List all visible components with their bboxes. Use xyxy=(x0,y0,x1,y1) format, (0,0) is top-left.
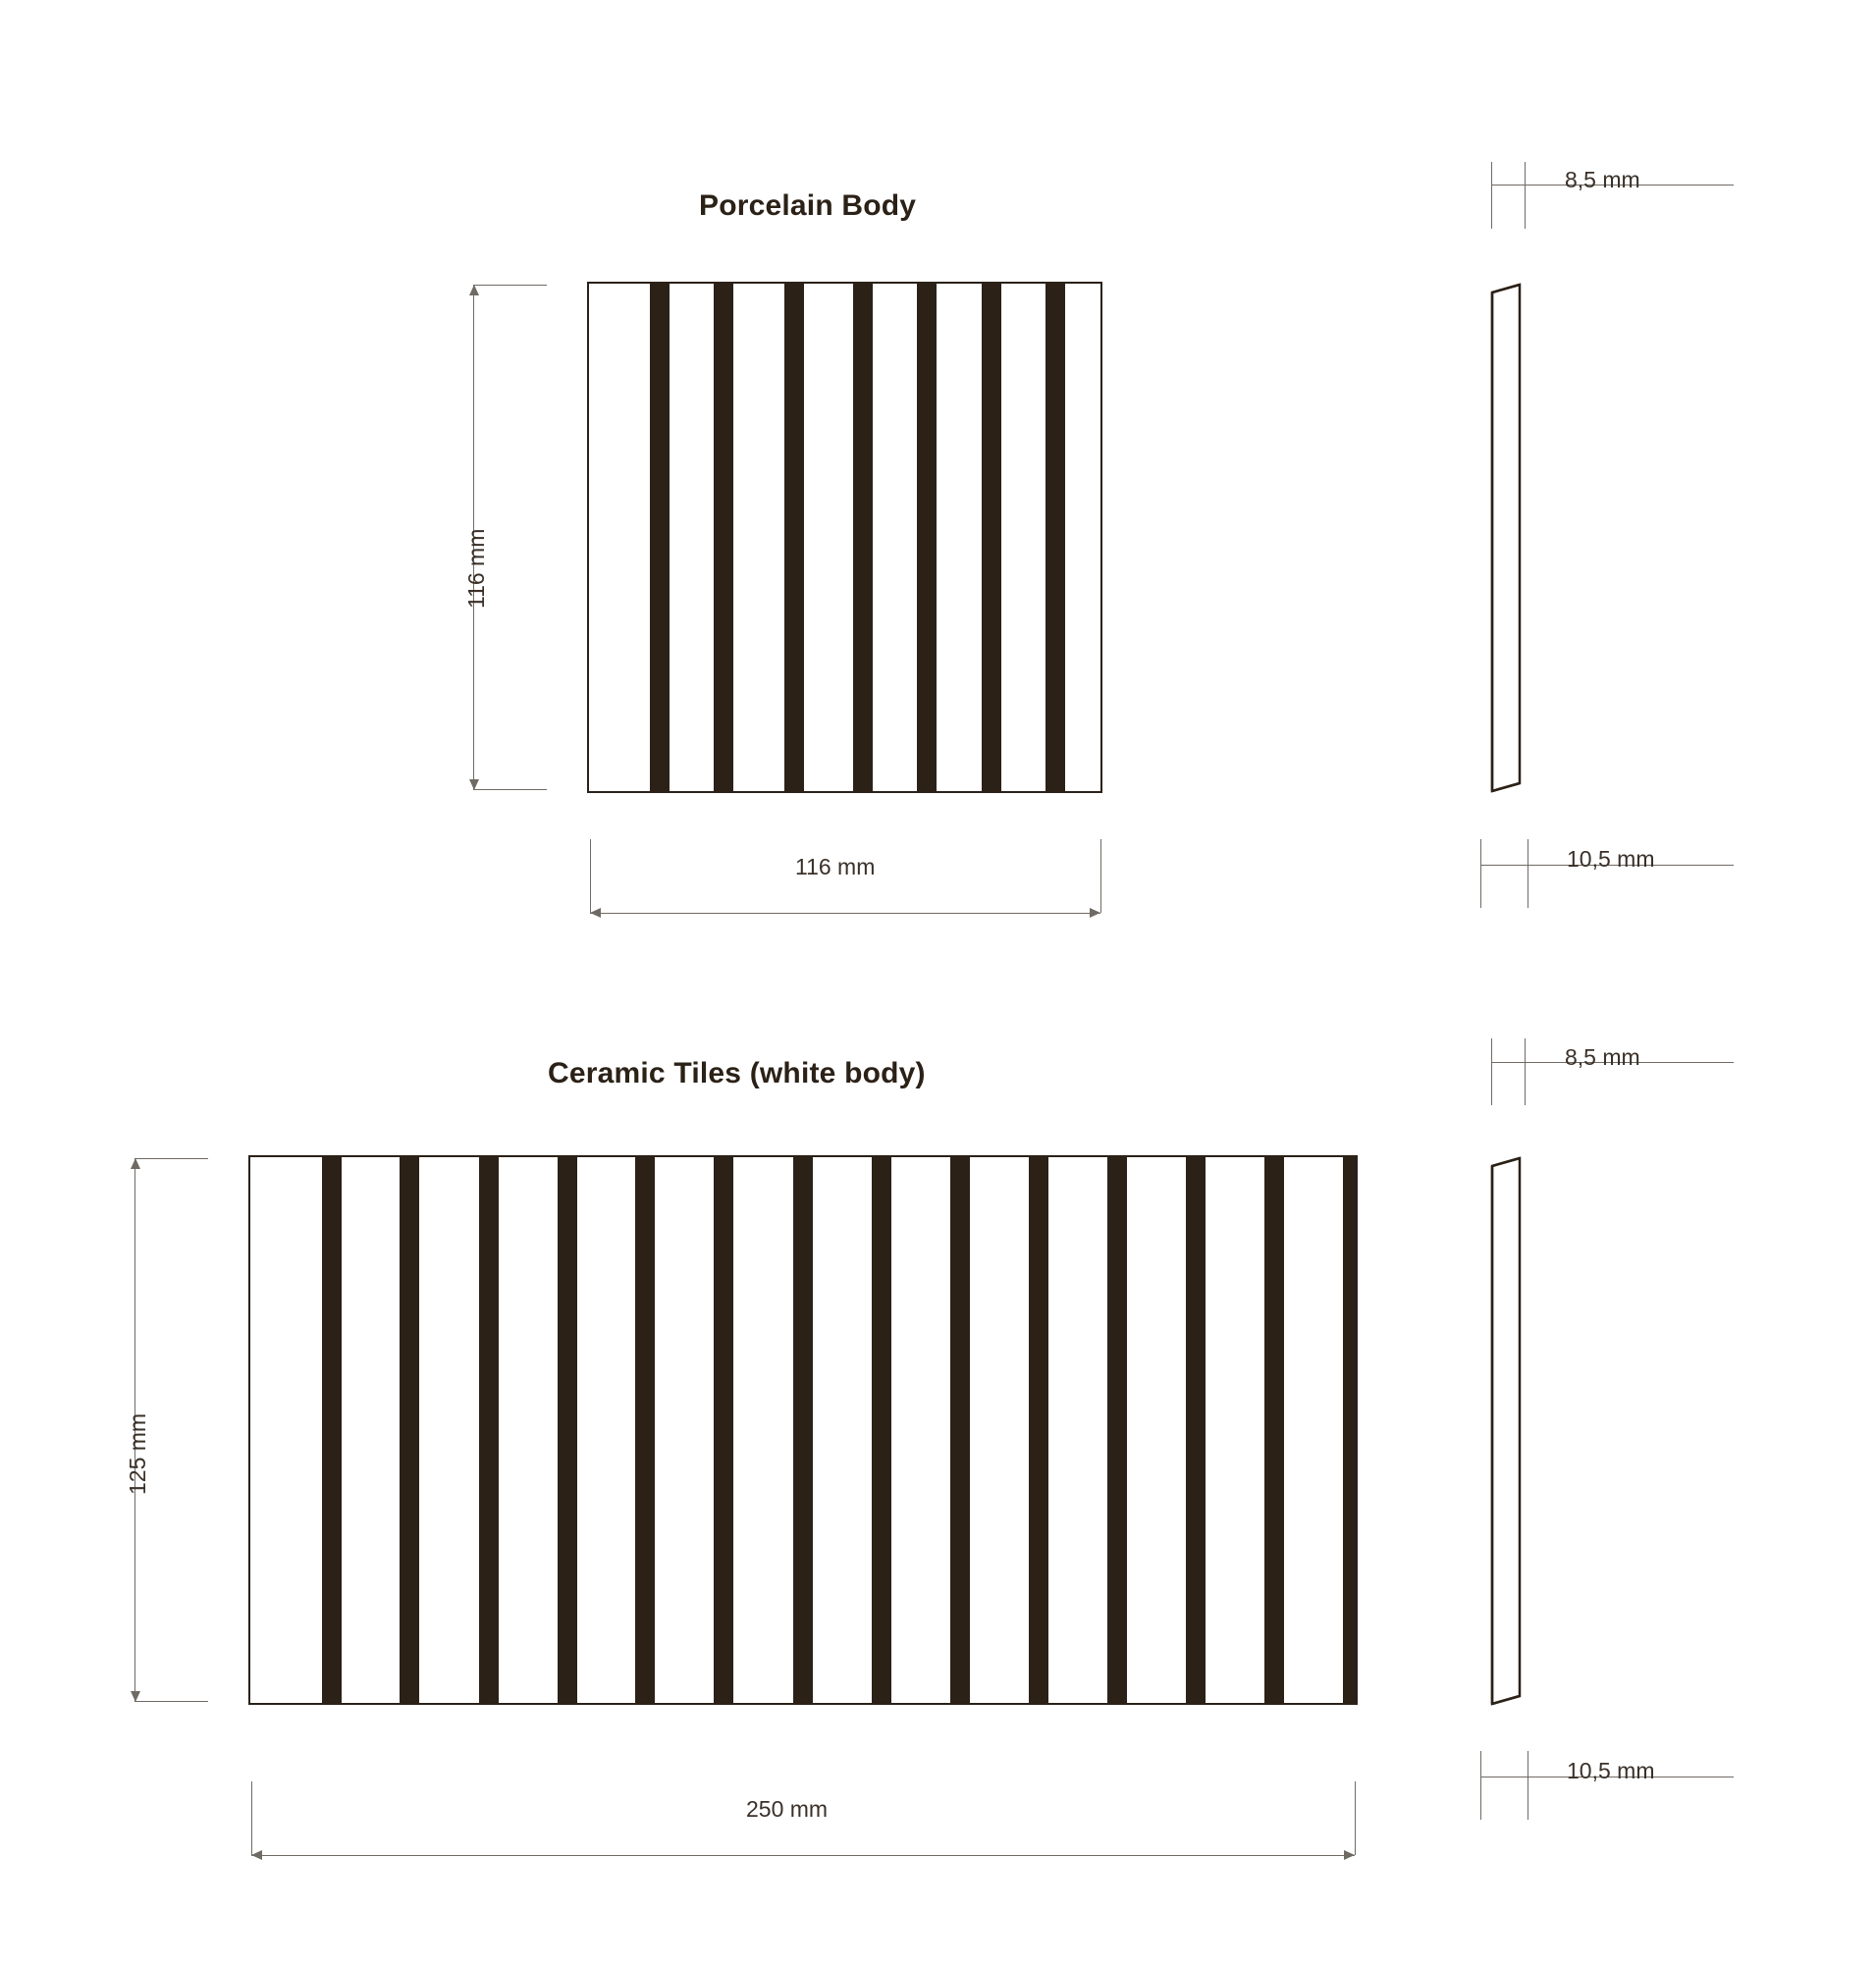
tile-stripe xyxy=(635,1157,655,1703)
ceramic-side-view xyxy=(1484,1158,1526,1704)
dim-tick xyxy=(134,1701,208,1702)
ceramic-thickness-top-dim-line xyxy=(1491,1062,1526,1063)
ceramic-thickness-bottom-label: 10,5 mm xyxy=(1567,1758,1655,1783)
dim-tick xyxy=(1480,1751,1481,1820)
dim-tick xyxy=(1355,1781,1356,1855)
tile-stripe xyxy=(714,1157,733,1703)
tile-stripe xyxy=(1107,1157,1127,1703)
porcelain-side-view xyxy=(1484,285,1526,791)
dim-tick xyxy=(1525,1038,1526,1105)
tile-stripe xyxy=(1029,1157,1048,1703)
dim-tick xyxy=(590,839,591,913)
tile-stripe xyxy=(479,1157,499,1703)
dim-arrow xyxy=(469,285,479,295)
tile-stripe xyxy=(650,284,670,791)
tile-stripe xyxy=(1264,1157,1284,1703)
dim-arrow xyxy=(1090,908,1100,918)
dim-tick xyxy=(251,1781,252,1855)
ceramic-height-label: 125 mm xyxy=(125,1412,150,1495)
dim-arrow xyxy=(469,779,479,790)
tile-stripe xyxy=(714,284,733,791)
tile-stripe xyxy=(793,1157,813,1703)
tile-stripe xyxy=(872,1157,891,1703)
tile-stripe xyxy=(558,1157,577,1703)
dim-arrow xyxy=(1344,1850,1355,1860)
dim-arrow xyxy=(131,1691,140,1702)
tile-stripe xyxy=(982,284,1001,791)
porcelain-thickness-bottom-label: 10,5 mm xyxy=(1567,846,1655,872)
ceramic-width-label: 250 mm xyxy=(746,1796,829,1822)
porcelain-thickness-top-dim-line xyxy=(1491,185,1526,186)
ceramic-width-dim-line xyxy=(251,1855,1355,1856)
porcelain-width-dim-line xyxy=(590,913,1100,914)
tile-stripe xyxy=(853,284,873,791)
ceramic-face-view xyxy=(248,1155,1358,1705)
dim-arrow xyxy=(251,1850,262,1860)
porcelain-face-view xyxy=(587,282,1102,793)
dim-tick xyxy=(1480,839,1481,908)
dim-tick xyxy=(1491,1038,1492,1105)
dim-tick xyxy=(1100,839,1101,913)
porcelain-body-title: Porcelain Body xyxy=(699,189,917,222)
porcelain-height-label: 116 mm xyxy=(463,528,489,609)
dim-arrow xyxy=(590,908,601,918)
tile-stripe xyxy=(322,1157,342,1703)
dim-tick xyxy=(134,1158,208,1159)
tile-stripe xyxy=(1045,284,1065,791)
ceramic-thickness-top-label: 8,5 mm xyxy=(1565,1044,1640,1070)
porcelain-width-label: 116 mm xyxy=(795,854,876,879)
porcelain-thickness-top-label: 8,5 mm xyxy=(1565,167,1640,192)
dim-tick xyxy=(473,789,547,790)
side-profile-shape xyxy=(1484,285,1526,791)
dim-arrow xyxy=(131,1158,140,1169)
tile-stripe xyxy=(950,1157,970,1703)
ceramic-tiles-title: Ceramic Tiles (white body) xyxy=(548,1057,926,1089)
dim-tick xyxy=(473,285,547,286)
tile-stripe xyxy=(917,284,937,791)
side-profile-shape xyxy=(1484,1158,1526,1704)
tile-stripe xyxy=(1343,1157,1358,1703)
porcelain-thickness-bottom-dim-line xyxy=(1480,865,1528,866)
tile-stripe xyxy=(400,1157,419,1703)
tile-stripe xyxy=(784,284,804,791)
tile-stripe xyxy=(1186,1157,1206,1703)
dim-tick xyxy=(1491,162,1492,229)
dim-tick xyxy=(1525,162,1526,229)
